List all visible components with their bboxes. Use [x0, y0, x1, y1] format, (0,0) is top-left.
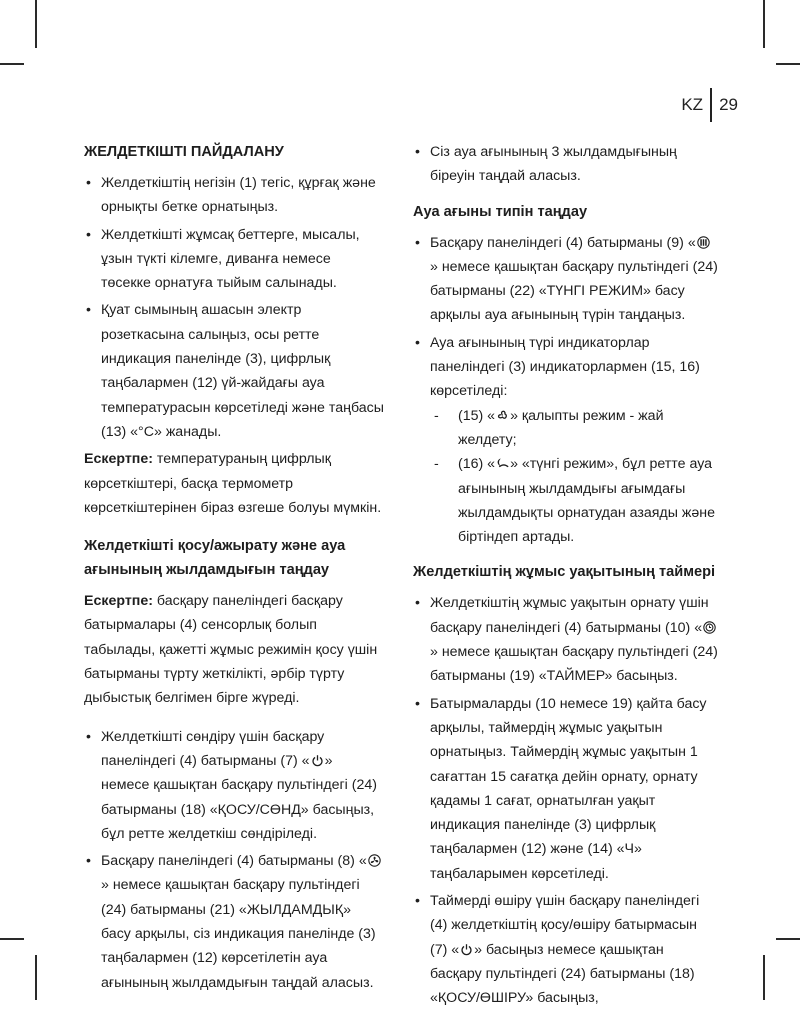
- list-item-text: » немесе қашықтан басқару пультіндегі (24) батырманы (18) «ҚОСУ/СӨНД» басыңыз, бұл ретте желдеткіш сөндіріледі.: [101, 752, 378, 842]
- list-item-text: Ауа ағынының түрі индикаторлар панеліндегі (3) индикаторлармен (15, 16) көрсетіледі:: [430, 334, 700, 400]
- list-item: [413, 231, 718, 328]
- language-code: KZ: [681, 95, 704, 114]
- power-speed-list: [84, 725, 384, 995]
- list-item: [430, 452, 718, 549]
- list-item-text: Басқару панеліндегі (4) батырманы (8) «: [101, 853, 367, 870]
- list-item: • Желдеткішті жұмсақ беттерге, мысалы, ұзын түкті кілемге, диванға немесе төсекке орнатуға тыйым салынады.: [84, 223, 384, 296]
- list-item: • Батырмаларды (10 немесе 19) қайта басу арқылы, таймердің жұмыс уақытын орнатыңыз. Таймердің жұмыс уақытын 1 сағаттан 15 сағатқа дейін орнату, орнату қадамы 1 сағат, орнатылған уақыт индикация панелінде (3) цифрлық таңбалармен (12) және (14) «Ч» таңбаларымен көрсетіледі.: [413, 692, 718, 886]
- list-item-text: (15) «: [458, 407, 496, 424]
- crop-mark-bottom-right-v: [763, 955, 765, 1000]
- list-item: [413, 331, 718, 550]
- crop-mark-bottom-left-v: [35, 955, 37, 1000]
- normal-mode-icon: [496, 409, 509, 422]
- list-item-text: » қалыпты режим - жай желдету;: [458, 407, 664, 448]
- list-item: • Желдеткіштің негізін (1) тегіс, құрғақ және орнықты бетке орнатыңыз.: [84, 171, 384, 220]
- list-item-text: (16) «: [458, 456, 496, 473]
- speed-count-list: [413, 140, 718, 189]
- list-item-text: Басқару панеліндегі (4) батырманы (9) «: [430, 234, 696, 251]
- note-temperature: [84, 447, 384, 520]
- list-item-text: Желдеткіштің жұмыс уақытын орнату үшін басқару панеліндегі (4) батырманы (10) «: [430, 595, 709, 636]
- note-label: Ескертпе:: [84, 593, 153, 610]
- right-column: [413, 140, 718, 1014]
- night-mode-button-icon: [697, 236, 710, 249]
- list-item: [84, 725, 384, 846]
- left-column: [84, 140, 384, 998]
- crop-mark-top-right-h: [776, 63, 800, 65]
- page-header: [681, 88, 738, 122]
- list-item: • Сіз ауа ағынының 3 жылдамдығының біреуін таңдай аласыз.: [413, 140, 718, 189]
- list-item-text: » басыңыз немесе қашықтан басқару пультіндегі (24) батырманы (18) «ҚОСУ/ӨШІРУ» басыңыз,: [430, 941, 695, 1007]
- crop-mark-top-right-v: [763, 0, 765, 48]
- crop-mark-bottom-left-h: [0, 938, 24, 940]
- note-text: басқару панеліндегі басқару батырмалары (4) сенсорлық болып табылады, қажетті жұмыс режимін қосу үшін батырманы түрту жеткілікті, әрбір түрту дыбыстық белгімен бірге жүреді.: [84, 593, 378, 707]
- note-touch-buttons: [84, 589, 384, 710]
- list-item: [430, 404, 718, 453]
- crop-mark-top-left-h: [0, 63, 24, 65]
- crop-mark-top-left-v: [35, 0, 37, 48]
- power-icon: [460, 943, 473, 956]
- list-item-text: Желдеткішті сөндіру үшін басқару панеліндегі (4) батырманы (7) «: [101, 728, 325, 769]
- list-item: [413, 889, 718, 1010]
- usage-list: [84, 171, 384, 444]
- airflow-type-list: [413, 231, 718, 550]
- night-mode-icon: [496, 457, 509, 470]
- section-title-timer: Желдеткіштің жұмыс уақытының таймері: [413, 564, 716, 581]
- page-number: 29: [719, 95, 738, 114]
- header-divider: [710, 88, 712, 122]
- power-icon: [311, 754, 324, 767]
- list-item-text: » «түнгі режим», бұл ретте ауа ағынының жылдамдығы ағымдағы жылдамдықты орнатудан азаяды және біртіндеп артады.: [458, 456, 715, 546]
- note-text: температураның цифрлық көрсеткіштері, басқа термометр көрсеткіштерінен біраз өзгеше болуы мүмкін.: [84, 451, 382, 516]
- crop-mark-bottom-right-h: [776, 938, 800, 940]
- note-label: Ескертпе:: [84, 451, 153, 468]
- section-title-airflow-type: Ауа ағыны типін таңдау: [413, 203, 588, 220]
- airflow-indicator-list: [430, 404, 718, 550]
- list-item: [413, 591, 718, 688]
- list-item: • Қуат сымының ашасын электр розеткасына салыңыз, осы ретте индикация панелінде (3), цифрлық таңбалармен (12) үй-жайдағы ауа температурасын көрсетіледі және таңбасы (13) «°С» жанады.: [84, 298, 384, 444]
- list-item-text: Таймерді өшіру үшін басқару панеліндегі (4) желдеткіштің қосу/өшіру батырмасын (7) «: [430, 893, 700, 958]
- fan-speed-icon: [368, 854, 381, 867]
- section-title-power-speed: Желдеткішті қосу/ажырату және ауа ағынының жылдамдығын таңдау: [84, 538, 346, 579]
- list-item-text: » немесе қашықтан басқару пультіндегі (24) батырманы (22) «ТҮНГІ РЕЖИМ» басу арқылы ауа ағынының түрін таңдаңыз.: [430, 258, 718, 324]
- timer-list: [413, 591, 718, 1010]
- section-title-using-fan: ЖЕЛДЕТКІШТІ ПАЙДАЛАНУ: [84, 144, 284, 160]
- timer-icon: [703, 621, 716, 634]
- list-item-text: » немесе қашықтан басқару пультіндегі (24) батырманы (19) «ТАЙМЕР» басыңыз.: [430, 644, 718, 685]
- list-item-text: » немесе қашықтан басқару пультіндегі (24) батырманы (21) «ЖЫЛДАМДЫҚ» басу арқылы, сіз индикация панелінде (3) таңбалармен (12) көрсетілетін ауа ағынының жылдамдығын таңдай аласыз.: [101, 877, 376, 991]
- list-item: [84, 849, 384, 995]
